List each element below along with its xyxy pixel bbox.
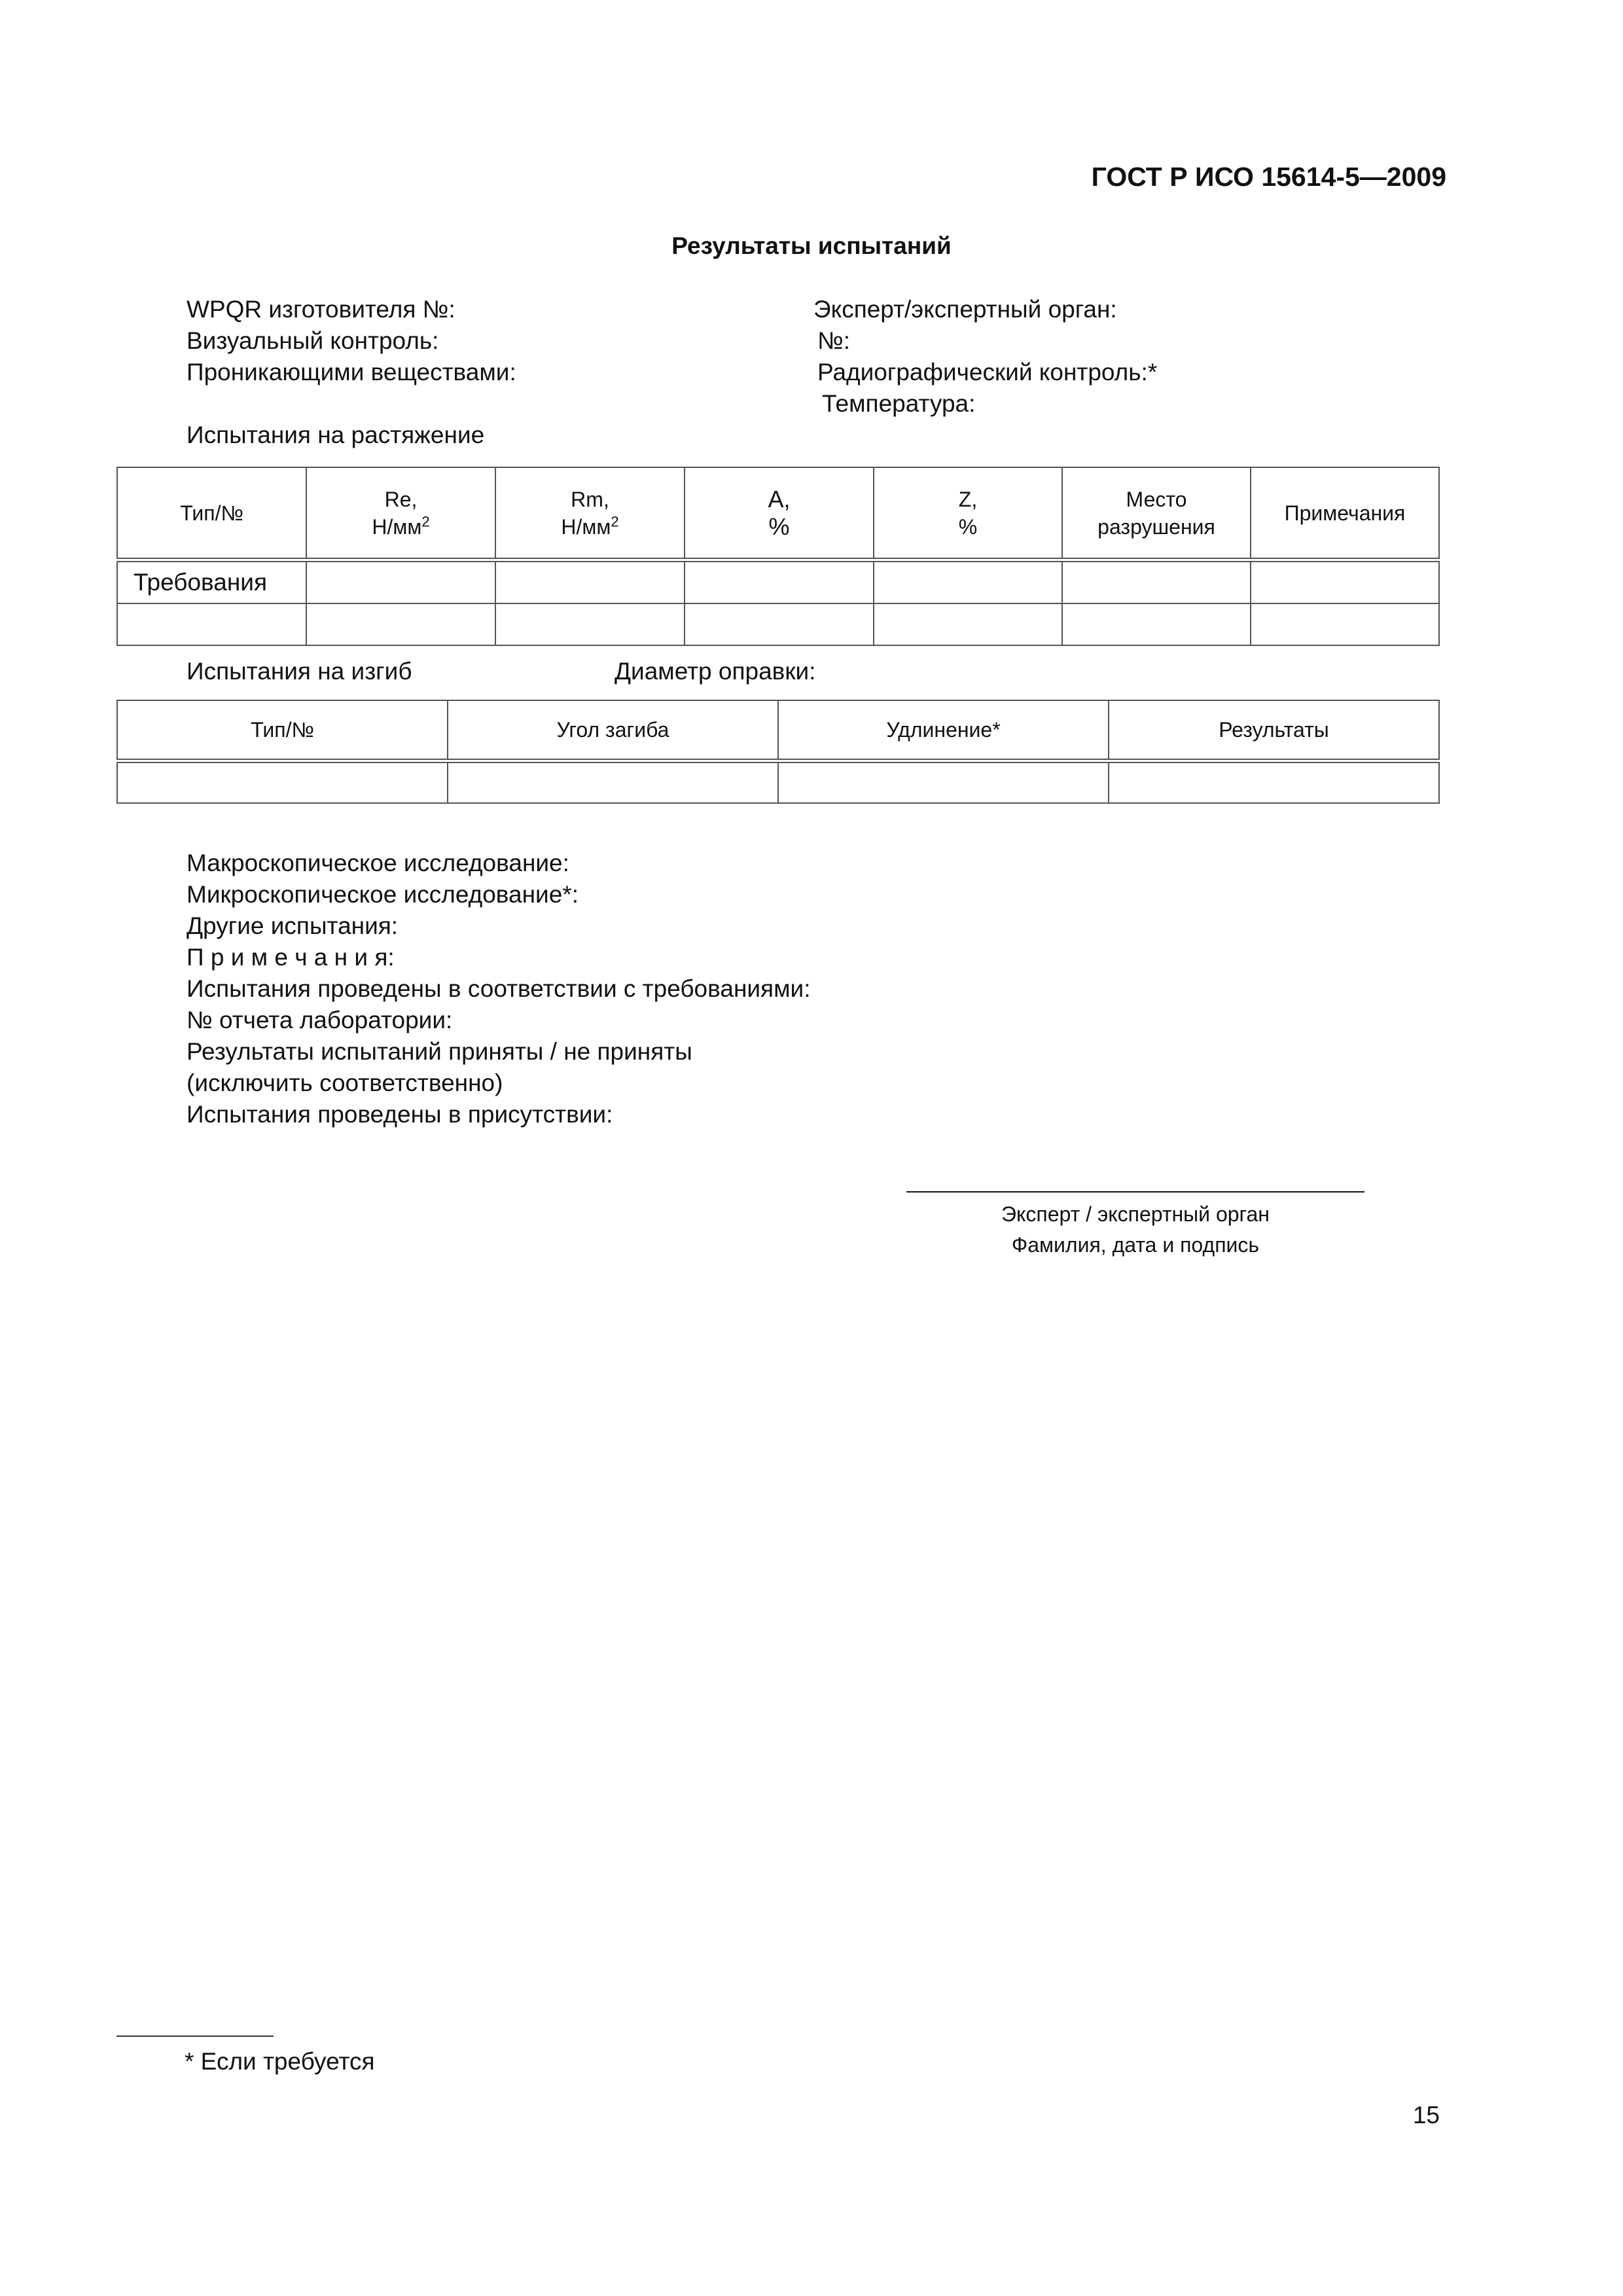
notes-label: П р и м е ч а н и я:	[187, 944, 395, 971]
header-rm: Rm, $Н/мм^2$	[495, 467, 685, 560]
penetrant-field-label: Проникающими веществами:	[187, 359, 516, 386]
header-a: A, %	[685, 467, 874, 560]
table-cell	[685, 560, 874, 604]
temperature-field-label: Температура:	[822, 390, 976, 417]
header-elongation: Удлинение*	[778, 700, 1109, 761]
table-cell	[1251, 603, 1439, 645]
table-cell	[1109, 761, 1439, 804]
page-number: 15	[1412, 2102, 1440, 2128]
wpqr-field-label: WPQR изготовителя №:	[187, 296, 455, 323]
table-cell	[495, 560, 685, 604]
mandrel-diameter-label: Диаметр оправки:	[615, 658, 816, 685]
compliance-label: Испытания проведены в соответствии с требованиями:	[187, 975, 811, 1002]
accepted-label: Результаты испытаний приняты / не приняты	[187, 1038, 692, 1065]
signature-caption-name: Фамилия, дата и подпись	[1011, 1233, 1260, 1257]
signature-caption-expert: Эксперт / экспертный орган	[1001, 1202, 1270, 1226]
macro-exam-label: Макроскопическое исследование:	[187, 850, 569, 876]
tensile-section-label: Испытания на растяжение	[187, 422, 485, 448]
header-bend-angle: Угол загиба	[448, 700, 778, 761]
footnote: * Если требуется	[185, 2048, 375, 2075]
bend-test-table	[116, 700, 1440, 804]
page-title: Результаты испытаний	[671, 232, 952, 259]
tensile-test-table	[116, 467, 1440, 646]
table-cell	[448, 761, 778, 804]
header-notes: Примечания	[1251, 467, 1439, 560]
visual-field-label: Визуальный контроль:	[187, 327, 439, 354]
table-row	[117, 761, 1439, 804]
radiographic-field-label: Радиографический контроль:*	[817, 359, 1158, 386]
header-re: Re, $Н/мм^2$	[306, 467, 495, 560]
table-cell	[1062, 603, 1251, 645]
micro-exam-label: Микроскопическое исследование*:	[187, 881, 579, 908]
table-cell	[685, 603, 874, 645]
table-cell	[495, 603, 685, 645]
header-z: Z, %	[874, 467, 1062, 560]
requirements-row	[117, 560, 1439, 604]
standard-number: ГОСТ Р ИСО 15614-5—2009	[1091, 162, 1446, 192]
number-field-label: №:	[817, 327, 850, 354]
header-type: Тип/№	[117, 467, 306, 560]
exclude-note: (исключить соответственно)	[187, 1069, 503, 1096]
bend-header-row	[117, 700, 1439, 761]
table-cell	[874, 603, 1062, 645]
lab-report-label: № отчета лаборатории:	[187, 1007, 453, 1033]
table-cell	[1251, 560, 1439, 604]
table-cell	[778, 761, 1109, 804]
tensile-header-row	[117, 467, 1439, 560]
bend-section-label: Испытания на изгиб	[187, 658, 412, 685]
presence-label: Испытания проведены в присутствии:	[187, 1101, 613, 1128]
requirements-label: Требования	[117, 560, 306, 604]
table-cell	[874, 560, 1062, 604]
signature-line	[906, 1191, 1364, 1193]
footnote-divider	[116, 2036, 274, 2037]
table-cell	[1062, 560, 1251, 604]
other-tests-label: Другие испытания:	[187, 912, 399, 939]
table-cell	[306, 560, 495, 604]
header-fracture-place: Место разрушения	[1062, 467, 1251, 560]
expert-field-label: Эксперт/экспертный орган:	[813, 296, 1117, 323]
header-results: Результаты	[1109, 700, 1439, 761]
header-type: Тип/№	[117, 700, 448, 761]
table-cell	[306, 603, 495, 645]
table-cell	[117, 603, 306, 645]
table-cell	[117, 761, 448, 804]
table-row	[117, 603, 1439, 645]
